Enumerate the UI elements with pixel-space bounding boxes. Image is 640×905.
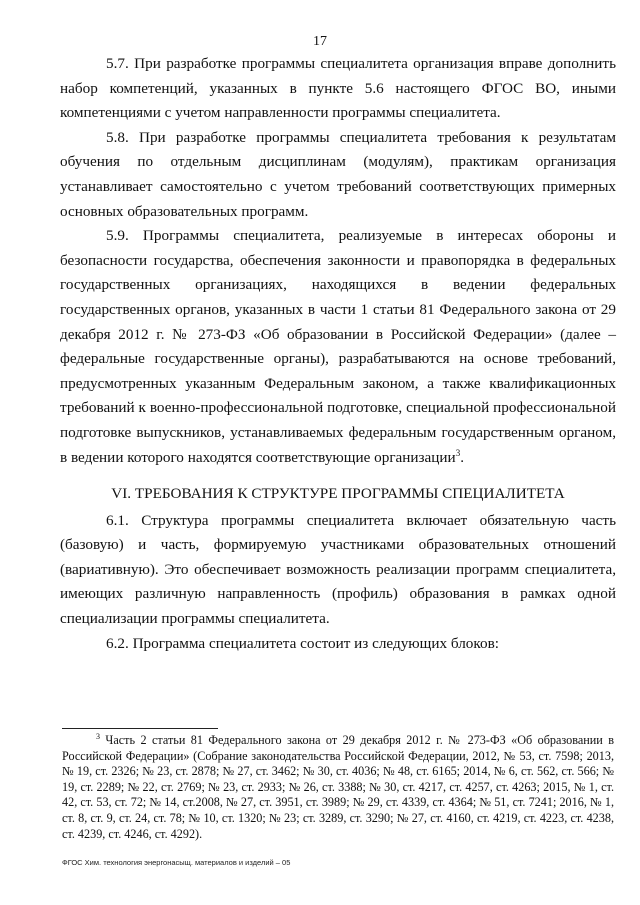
- section-heading: VI. ТРЕБОВАНИЯ К СТРУКТУРЕ ПРОГРАММЫ СПЕЦИАЛИТЕТА: [111, 485, 565, 503]
- footnote-divider: [62, 728, 218, 729]
- footnote-mark: 3: [96, 731, 100, 741]
- paragraph-6-2: 6.2. Программа специалитета состоит из следующих блоков:: [106, 634, 499, 652]
- paragraph-5-9-text: 5.9. Программы специалитета, реализуемые в интересах обороны и безопасности государства, обеспечения законности и правопорядка в федеральных государственных организациях, находящихся в ведении федеральных государственных органов, указанных в части 1 статьи 81 Федерального закона от 29 декабря 2012 г. № 273-ФЗ «Об образовании в Российской Федерации» (далее – федеральные государственные органы), разрабатываются на основе требований, предусмотренных указанным Федеральным законом, а также квалификационных требований к военно-профессиональной подготовке, специальной профессиональной подготовке выпускников, устанавливаемых федеральным государственным органом, в ведении которого находятся соответствующие организации: [60, 227, 616, 466]
- footnote-reference: 3: [455, 447, 461, 458]
- document-body: [60, 52, 616, 656]
- paragraph-5-8: 5.8. При разработке программы специалитета требования к результатам обучения по отдельным дисциплинам (модулям), практикам организация устанавливает самостоятельно с учетом требований соответствующих примерных основных образовательных программ.: [60, 128, 616, 220]
- paragraph-5-7: 5.7. При разработке программы специалитета организация вправе дополнить набор компетенций, указанных в пункте 5.6 настоящего ФГОС ВО, иными компетенциями с учетом направленности программы специалитета.: [60, 55, 616, 122]
- footnote: [62, 733, 614, 842]
- page-number: 17: [313, 34, 327, 49]
- page-footer: ФГОС Хим. технология энергонасыщ. материалов и изделий – 05: [62, 858, 291, 867]
- paragraph-5-9: 5.9. Программы специалитета, реализуемые в интересах обороны и безопасности государства, обеспечения законности и правопорядка в федеральных государственных организациях, находящихся в ведении федеральных государственных органов, указанных в части 1 статьи 81 Федерального закона от 29 декабря 2012 г. № 273-ФЗ «Об образовании в Российской Федерации» (далее – федеральные государственные органы), разрабатываются на основе требований, предусмотренных указанным Федеральным законом, а также квалификационных требований к военно-профессиональной подготовке, специальной профессиональной подготовке выпускников, устанавливаемых федеральным государственным органом, в ведении которого находятся соответствующие организации$^3$.: [60, 227, 616, 466]
- footnote-text: Часть 2 статьи 81 Федерального закона от 29 декабря 2012 г. № 273-ФЗ «Об образовании в Российской Федерации» (Собрание законодательства Российской Федерации, 2012, № 53, ст. 7598; 2013, № 19, ст. 2326; № 23, ст. 2878; № 27, ст. 3462; № 30, ст. 4036; № 48, ст. 6165; 2014, № 6, ст. 562, ст. 566; № 19, ст. 2289; № 22, ст. 2769; № 23, ст. 2933; № 26, ст. 3388; № 30, ст. 4217, ст. 4257, ст. 4263; 2015, № 1, ст. 42, ст. 53, ст. 72; № 14, ст.2008, № 27, ст. 3951, ст. 3989; № 29, ст. 4339, ст. 4364; № 51, ст. 7241; 2016, № 1, ст. 8, ст. 9, ст. 24, ст. 78; № 10, ст. 1320; № 23; ст. 3289, ст. 3290; № 27, ст. 4160, ст. 4219, ст. 4223, ст. 4238, ст. 4239, ст. 4246, ст. 4292).: [62, 733, 614, 841]
- paragraph-6-1: 6.1. Структура программы специалитета включает обязательную часть (базовую) и часть, формируемую участниками образовательных отношений (вариативную). Это обеспечивает возможность реализации программ специалитета, имеющих различную направленность (профиль) образования в рамках одной специализации программы специалитета.: [60, 511, 616, 628]
